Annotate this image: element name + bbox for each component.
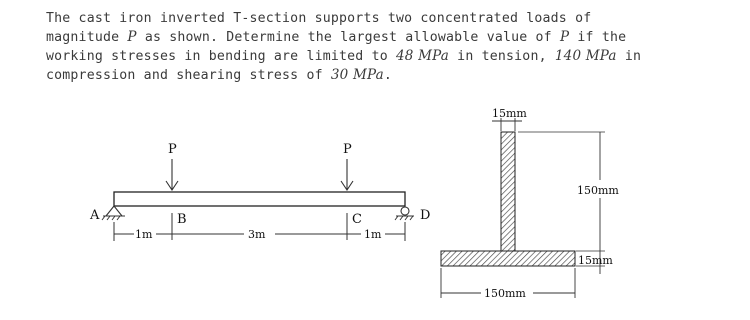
text-segment: in tension, <box>449 49 555 64</box>
text-segment: magnitude <box>46 30 128 45</box>
text-segment: if the <box>569 30 627 45</box>
dim-label-cd: 1m <box>364 228 382 241</box>
dim-label-ab: 1m <box>135 228 153 241</box>
compression-stress-value: 140 MPa <box>554 48 617 64</box>
load-label-1: P <box>168 142 177 157</box>
support-label-d: D <box>420 208 431 223</box>
text-segment: working stresses in bending are limited to <box>46 49 397 64</box>
roller-support-d <box>395 207 414 220</box>
load-arrow-1 <box>166 159 178 190</box>
beam <box>114 192 405 206</box>
variable-p: P <box>559 29 570 45</box>
text-segment: . <box>383 68 393 83</box>
dim-label-flange-thickness: 15mm <box>578 254 613 267</box>
problem-line-1: The cast iron inverted T-section supports two concentrated loads of <box>46 11 592 26</box>
load-label-2: P <box>343 142 352 157</box>
dim-label-bc: 3m <box>248 228 266 241</box>
pin-support-a <box>102 206 125 220</box>
point-label-b: B <box>177 212 187 227</box>
point-label-c: C <box>352 212 362 227</box>
section-flange <box>441 251 575 266</box>
text-segment: compression and shearing stress of <box>46 68 331 83</box>
section-web <box>501 132 515 251</box>
tension-stress-value: 48 MPa <box>396 48 450 64</box>
t-section-diagram <box>441 107 619 300</box>
beam-diagram <box>89 142 430 241</box>
dim-label-web-thickness: 15mm <box>492 107 527 120</box>
support-label-a: A <box>90 208 100 223</box>
shear-stress-value: 30 MPa <box>330 67 384 83</box>
text-segment: in <box>616 49 642 64</box>
variable-p: P <box>127 29 137 45</box>
dim-label-web-height: 150mm <box>577 184 619 197</box>
text-segment: as shown. Determine the largest allowable value of <box>136 30 560 45</box>
load-arrow-2 <box>341 159 353 190</box>
dim-label-flange-width: 150mm <box>484 287 526 300</box>
